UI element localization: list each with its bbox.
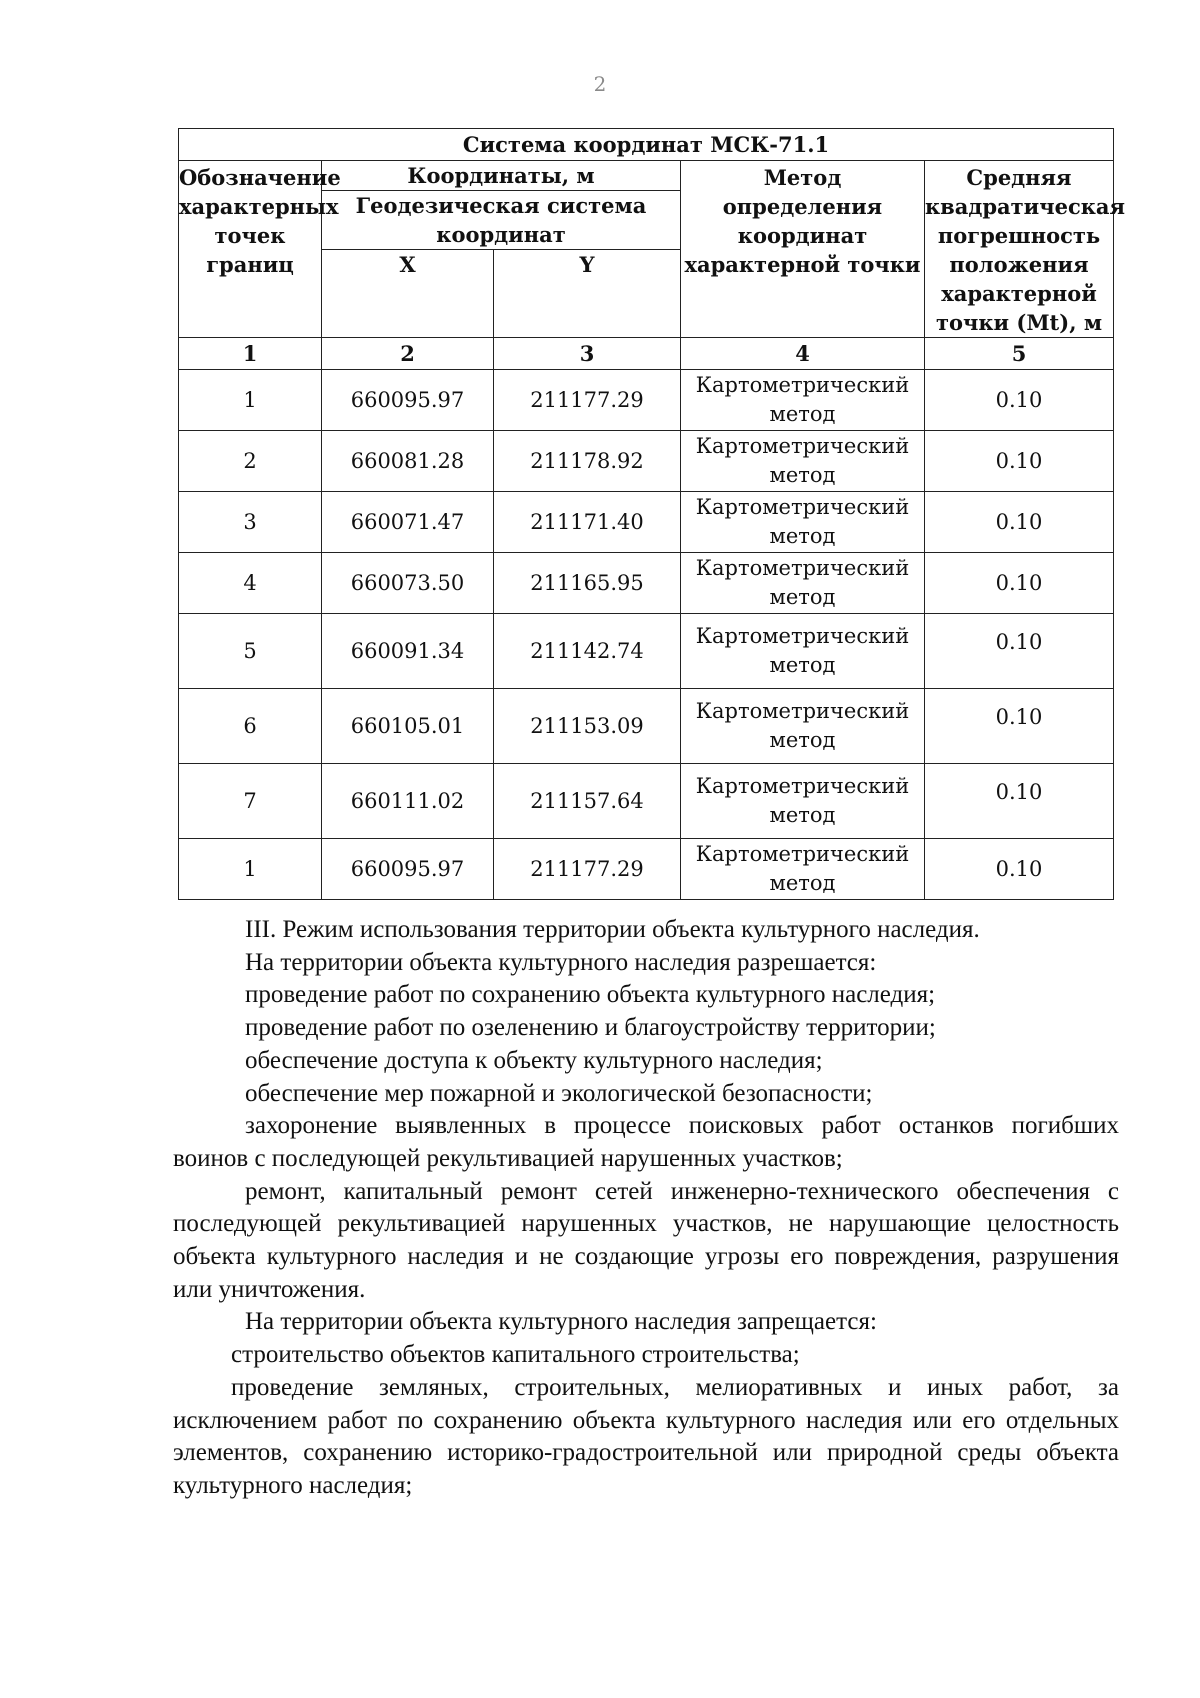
paragraph: ремонт, капитальный ремонт сетей инженерно-технического обеспечения с последующей рекультивацией нарушенных участков, не нарушающие целостность объекта культурного наследия и не создающие угрозы его повреждения, разрушения или уничтожения. xyxy=(173,1177,1119,1303)
x-cell: 660081.28 xyxy=(322,431,494,492)
table-row xyxy=(179,370,1114,431)
x-cell: 660105.01 xyxy=(322,689,494,764)
error-cell: 0.10 xyxy=(925,614,1114,689)
paragraph: проведение работ по озеленению и благоустройству территории; xyxy=(245,1014,936,1042)
x-cell: 660091.34 xyxy=(322,614,494,689)
header-designation: Обозначение характерных точек границ xyxy=(179,161,322,338)
x-cell: 660111.02 xyxy=(322,764,494,839)
error-cell: 0.10 xyxy=(925,492,1114,553)
paragraph: обеспечение мер пожарной и экологической безопасности; xyxy=(245,1079,873,1107)
coordinate-system-title: Система координат МСК-71.1 xyxy=(179,129,1114,161)
y-cell: 211171.40 xyxy=(494,492,681,553)
y-cell: 211157.64 xyxy=(494,764,681,839)
method-cell: Картометрический метод xyxy=(681,689,925,764)
point-cell: 5 xyxy=(179,614,322,689)
table-row xyxy=(179,492,1114,553)
table-row xyxy=(179,431,1114,492)
table-row xyxy=(179,614,1114,689)
x-cell: 660095.97 xyxy=(322,839,494,900)
header-x: X xyxy=(322,250,494,280)
table-row xyxy=(179,553,1114,614)
column-number: 4 xyxy=(681,338,925,370)
page-number: 2 xyxy=(593,72,607,96)
header-y-spacer xyxy=(494,280,681,338)
paragraph: захоронение выявленных в процессе поисковых работ останков погибших воинов с последующей рекультивацией нарушенных участков; xyxy=(173,1112,1119,1172)
x-cell: 660095.97 xyxy=(322,370,494,431)
table-row xyxy=(179,839,1114,900)
header-error: Средняя квадратическая погрешность положения характерной точки (Mt), м xyxy=(925,161,1114,338)
y-cell: 211165.95 xyxy=(494,553,681,614)
error-cell: 0.10 xyxy=(925,689,1114,764)
section-heading: III. Режим использования территории объекта культурного наследия. xyxy=(245,916,980,943)
paragraph: На территории объекта культурного наследия разрешается: xyxy=(245,948,877,976)
body-text xyxy=(173,914,1119,1503)
header-geodetic-system: Геодезическая система координат xyxy=(322,191,681,250)
x-cell: 660071.47 xyxy=(322,492,494,553)
paragraph: проведение земляных, строительных, мелиоративных и иных работ, за исключением работ по сохранению объекта культурного наследия или его отдельных элементов, сохранению историко-градостроительной или природной среды объекта культурного наследия; xyxy=(173,1373,1119,1499)
method-cell: Картометрический метод xyxy=(681,764,925,839)
y-cell: 211142.74 xyxy=(494,614,681,689)
coordinates-table xyxy=(178,128,1126,900)
point-cell: 1 xyxy=(179,370,322,431)
column-number: 2 xyxy=(322,338,494,370)
table-row xyxy=(179,764,1114,839)
header-method: Метод определения координат характерной точки xyxy=(681,161,925,338)
method-cell: Картометрический метод xyxy=(681,614,925,689)
paragraph: обеспечение доступа к объекту культурного наследия; xyxy=(245,1046,823,1074)
paragraph: На территории объекта культурного наследия запрещается: xyxy=(245,1308,877,1336)
method-cell: Картометрический метод xyxy=(681,370,925,431)
method-cell: Картометрический метод xyxy=(681,431,925,492)
error-cell: 0.10 xyxy=(925,839,1114,900)
error-cell: 0.10 xyxy=(925,553,1114,614)
header-coordinates: Координаты, м xyxy=(322,161,681,191)
error-cell: 0.10 xyxy=(925,431,1114,492)
point-cell: 3 xyxy=(179,492,322,553)
y-cell: 211178.92 xyxy=(494,431,681,492)
column-number: 5 xyxy=(925,338,1114,370)
table-row xyxy=(179,689,1114,764)
method-cell: Картометрический метод xyxy=(681,553,925,614)
point-cell: 4 xyxy=(179,553,322,614)
point-cell: 6 xyxy=(179,689,322,764)
x-cell: 660073.50 xyxy=(322,553,494,614)
column-number: 3 xyxy=(494,338,681,370)
point-cell: 1 xyxy=(179,839,322,900)
y-cell: 211177.29 xyxy=(494,370,681,431)
column-number: 1 xyxy=(179,338,322,370)
point-cell: 7 xyxy=(179,764,322,839)
method-cell: Картометрический метод xyxy=(681,839,925,900)
error-cell: 0.10 xyxy=(925,764,1114,839)
header-x-spacer xyxy=(322,280,494,338)
column-number-row xyxy=(179,338,1114,370)
error-cell: 0.10 xyxy=(925,370,1114,431)
point-cell: 2 xyxy=(179,431,322,492)
paragraph: строительство объектов капитального строительства; xyxy=(231,1341,800,1369)
y-cell: 211153.09 xyxy=(494,689,681,764)
header-y: Y xyxy=(494,250,681,280)
y-cell: 211177.29 xyxy=(494,839,681,900)
paragraph: проведение работ по сохранению объекта культурного наследия; xyxy=(245,981,936,1009)
method-cell: Картометрический метод xyxy=(681,492,925,553)
